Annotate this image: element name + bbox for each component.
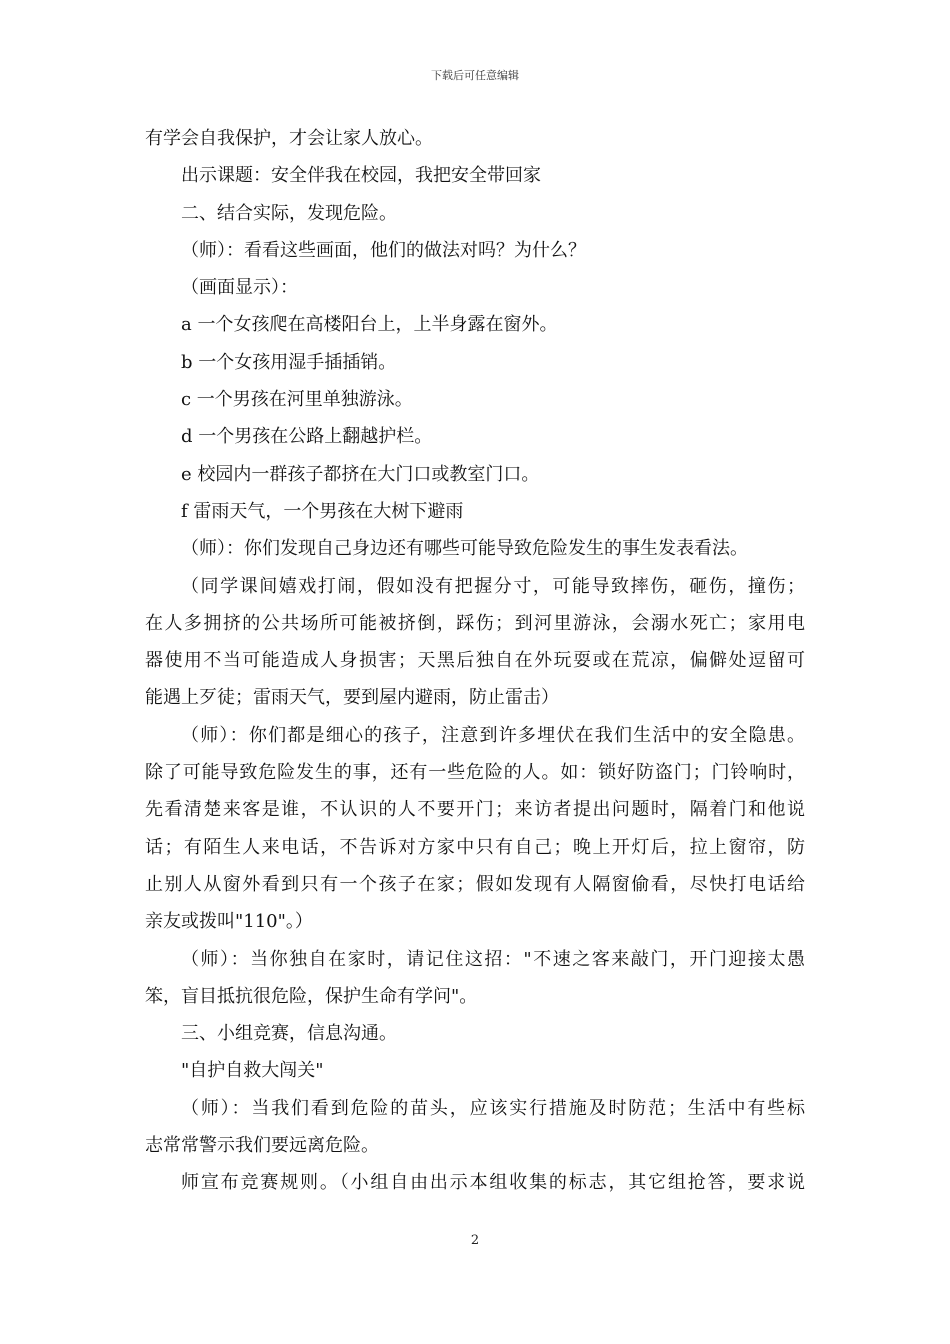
list-item: b 一个女孩用湿手插插销。: [181, 351, 397, 373]
paragraph-line: （师）：当我们看到危险的苗头，应该实行措施及时防范；生活中有些标: [181, 1097, 805, 1119]
paragraph-line: 在人多拥挤的公共场所可能被挤倒，踩伤；到河里游泳，会溺水死亡；家用电: [145, 612, 805, 634]
paragraph-line: 有学会自我保护，才会让家人放心。: [145, 128, 433, 149]
list-item: f 雷雨天气，一个男孩在大树下避雨: [181, 500, 464, 522]
paragraph-line: （同学课间嬉戏打闹，假如没有把握分寸，可能导致摔伤，砸伤，撞伤；: [181, 575, 805, 597]
paragraph-line: 师宣布竞赛规则。（小组自由出示本组收集的标志，其它组抢答，要求说: [181, 1172, 805, 1194]
paragraph-line: 话；有陌生人来电话，不告诉对方家中只有自己；晚上开灯后，拉上窗帘，防: [145, 836, 805, 858]
list-item: c 一个男孩在河里单独游泳。: [181, 389, 413, 411]
document-body: [145, 120, 805, 1202]
paragraph-line: （师）：你们发现自己身边还有哪些可能导致危险发生的事生发表看法。: [181, 538, 748, 560]
paragraph-line: "自护自救大闯关": [181, 1060, 324, 1082]
section-heading: 三、小组竞赛，信息沟通。: [181, 1023, 397, 1045]
paragraph-line: 先看清楚来客是谁，不认识的人不要开门；来访者提出问题时，隔着门和他说: [145, 799, 805, 821]
paragraph-line: 笨，盲目抵抗很危险，保护生命有学问"。: [145, 985, 478, 1007]
paragraph-line: 出示课题：安全伴我在校园，我把安全带回家: [181, 165, 541, 187]
section-heading: 二、结合实际，发现危险。: [181, 202, 397, 224]
paragraph-line: （师）：你们都是细心的孩子，注意到许多埋伏在我们生活中的安全隐患。: [181, 724, 805, 746]
list-item: e 校园内一群孩子都挤在大门口或教室门口。: [181, 463, 540, 485]
list-item: d 一个男孩在公路上翻越护栏。: [181, 426, 433, 448]
page-header: 下载后可任意编辑: [431, 69, 519, 82]
paragraph-line: 器使用不当可能造成人身损害；天黑后独自在外玩耍或在荒凉，偏僻处逗留可: [145, 650, 805, 672]
paragraph-line: 志常常警示我们要远离危险。: [145, 1135, 379, 1157]
page-number: 2: [470, 1233, 480, 1248]
paragraph-line: （师）：当你独自在家时，请记住这招："不速之客来敲门，开门迎接太愚: [181, 948, 805, 970]
paragraph-line: 除了可能导致危险发生的事，还有一些危险的人。如：锁好防盗门；门铃响时，: [145, 762, 805, 784]
paragraph-line: 止别人从窗外看到只有一个孩子在家；假如发现有人隔窗偷看，尽快打电话给: [145, 873, 805, 895]
paragraph-line: 能遇上歹徒；雷雨天气，要到屋内避雨，防止雷击）: [145, 687, 559, 709]
paragraph-line: （画面显示）：: [181, 277, 298, 299]
paragraph-line: 亲友或拨叫"110"。）: [145, 911, 313, 933]
list-item: a 一个女孩爬在高楼阳台上，上半身露在窗外。: [181, 314, 558, 336]
paragraph-line: （师）：看看这些画面，他们的做法对吗？为什么？: [181, 239, 586, 261]
